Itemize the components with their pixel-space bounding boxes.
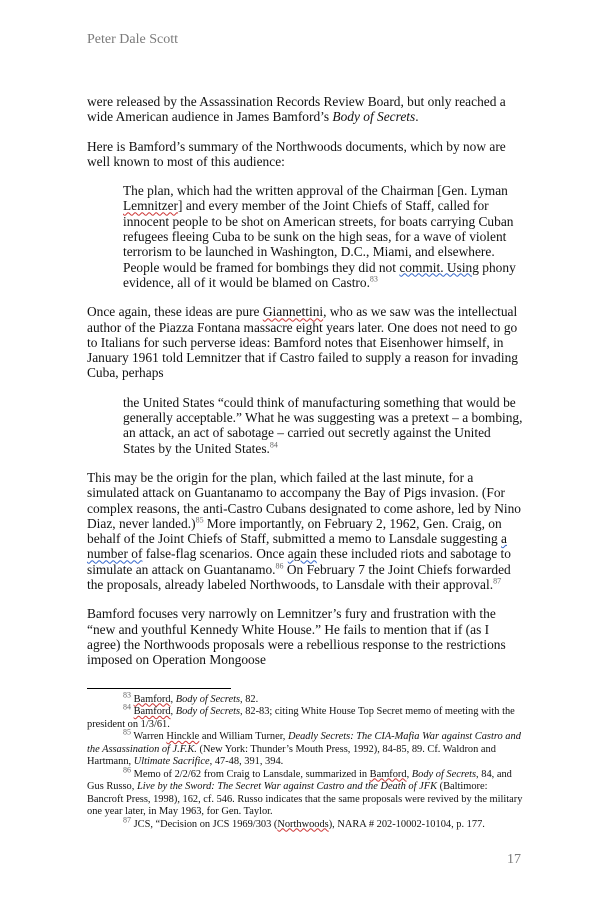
text-run: Bamford xyxy=(369,768,407,780)
text-run: and William Turner, xyxy=(199,731,288,742)
text-run: Lemnitzer xyxy=(123,198,179,214)
text-run: On February 7 the Joint Chiefs forwarded the proposals, already labeled Northwoods, to Lansdale with their approval. xyxy=(87,561,511,593)
italic-text: Body of Secrets xyxy=(411,768,477,780)
text-run: , who as we saw was the intellectual author of the Piazza Fontana massacre eight years later. One does not need to go to Italians for such perverse ideas: Bamford notes that Eisenhower himself, in January 1961 told Lemnitzer that if Castro failed to supply a reason for invading Cuba, perhaps xyxy=(87,304,518,381)
text-run: Northwoods xyxy=(277,818,329,830)
text-run: Once again, these ideas are pure xyxy=(87,304,263,320)
text-run: were released by the Assassination Records Review Board, but only reached a wide American audience in James Bamford’s xyxy=(87,94,506,125)
footnote-ref: 86 xyxy=(275,561,284,571)
italic-text: Body of Secrets xyxy=(175,706,240,717)
text-run: , 47-48, 391, 394. xyxy=(209,756,284,767)
text-run: Here is Bamford’s summary of the Northwoods documents, which by now are well known to most of this audience: xyxy=(87,138,506,169)
text-run: , xyxy=(170,693,176,705)
page-number: 17 xyxy=(507,852,521,867)
text-run: false-flag scenarios. Once xyxy=(142,546,288,562)
footnote-ref: 87 xyxy=(123,815,131,825)
paragraph xyxy=(87,139,523,170)
running-header-author: Peter Dale Scott xyxy=(87,32,178,47)
text-run: phony evidence, all of it would be blamed on Castro. xyxy=(123,259,516,290)
text-run: ] and every member of the Joint Chiefs of Staff, called for innocent people to be shot on American streets, for boats carrying Cuban refugees fleeing Cuba to be sunk on the high seas, for a wave of violent terrorism to be launched in Washington, D.C., Miami, and elsewhere. People would be framed for bombings they did not xyxy=(123,198,514,275)
text-run: . xyxy=(415,109,419,125)
text-run: More importantly, on February 2, 1962, Gen. Craig, on behalf of the Joint Chiefs of Staff, submitted a memo to Lansdale suggesting xyxy=(87,515,502,547)
page-spacer xyxy=(87,831,523,851)
text-run: The plan, which had the written approval of the Chairman [Gen. Lyman xyxy=(123,183,508,199)
footnote xyxy=(87,765,523,819)
footnote-ref: 87 xyxy=(493,576,502,586)
text-run: , 82-83; citing White House Top Secret memo of meeting with the president on 1/3/61. xyxy=(87,706,515,730)
body-text xyxy=(87,94,523,682)
text-run: Warren xyxy=(131,731,167,742)
italic-text: Ultimate Sacrifice xyxy=(133,756,210,767)
text-run: these included riots and sabotage to simulate an attack on Guantanamo. xyxy=(87,546,511,577)
text-run: (New York: Thunder’s Mouth Press, 1992), 84-85, 89. Cf. Waldron and Hartmann, xyxy=(87,743,496,767)
footnote-ref: 85 xyxy=(195,515,204,525)
text-run: This may be the origin for the plan, which failed at the last minute, for a simulated attack on Guantanamo to accompany the Bay of Pigs invasion. (For complex reasons, the anti-Castro Cubans designated to come ashore, led by Nino Diaz, never landed.) xyxy=(87,469,521,531)
text-run: , 82. xyxy=(240,693,259,705)
text-run: (Baltimore: Bancroft Press, 1998), 162, cf. 546. Russo indicates that the same proposals were revived by the military one year later, in May 1963, for Gen. Taylor. xyxy=(87,781,523,817)
footnote-ref: 86 xyxy=(123,765,131,775)
text-run: Bamford xyxy=(133,693,171,705)
italic-text: Body of Secrets xyxy=(332,109,416,125)
footnote-ref: 84 xyxy=(123,702,131,712)
text-run: , xyxy=(406,768,412,780)
paragraph xyxy=(87,470,523,592)
italic-text: Live by the Sword: The Secret War against Castro and the Death of JFK xyxy=(136,781,438,792)
footnote-ref: 83 xyxy=(369,274,378,284)
text-run: Hinckle xyxy=(166,731,200,742)
text-run: Bamford xyxy=(133,706,171,717)
footnote-ref: 85 xyxy=(123,727,131,737)
paragraph xyxy=(87,606,523,667)
footnote-ref: 83 xyxy=(123,690,131,700)
block-quote xyxy=(123,395,523,456)
text-run: again xyxy=(287,546,317,562)
footnote xyxy=(87,690,523,707)
text-run: ), NARA # 202-10002-10104, p. 177. xyxy=(328,818,485,830)
text-run: , xyxy=(170,706,176,717)
text-run: Giannettini xyxy=(262,304,324,320)
footnote-ref: 84 xyxy=(269,440,278,450)
text-run: , 84, and Gus Russo, xyxy=(87,768,512,792)
text-run: Bamford focuses very narrowly on Lemnitzer’s fury and frustration with the “new and youthful Kennedy White House.” He fails to mention that if (as I agree) the Northwoods proposals were a rebellious response to the restrictions imposed on Operation Mongoose xyxy=(87,606,506,668)
footnote xyxy=(87,727,523,769)
text-run: the United States “could think of manufacturing something that would be generally acceptable.” What he was suggesting was a pretext – a bombing, an attack, an act of sabotage – carried out secretly against the United States by the United States. xyxy=(123,394,523,456)
text-run: JCS, “Decision on JCS 1969/303 ( xyxy=(131,818,278,830)
text-run: a number of xyxy=(87,531,507,562)
paragraph xyxy=(87,304,523,380)
footnote xyxy=(87,815,523,832)
footnote xyxy=(87,702,523,731)
text-run: Memo of 2/2/62 from Craig to Lansdale, summarized in xyxy=(131,768,370,780)
text-run: commit. Using xyxy=(399,259,479,275)
footnote-separator xyxy=(87,688,231,689)
footnotes xyxy=(87,690,523,832)
block-quote xyxy=(123,183,523,290)
paragraph xyxy=(87,94,523,125)
italic-text: Deadly Secrets: The CIA-Mafia War against Castro and the Assassination of J.F.K. xyxy=(87,731,521,755)
italic-text: Body of Secrets xyxy=(175,693,240,705)
